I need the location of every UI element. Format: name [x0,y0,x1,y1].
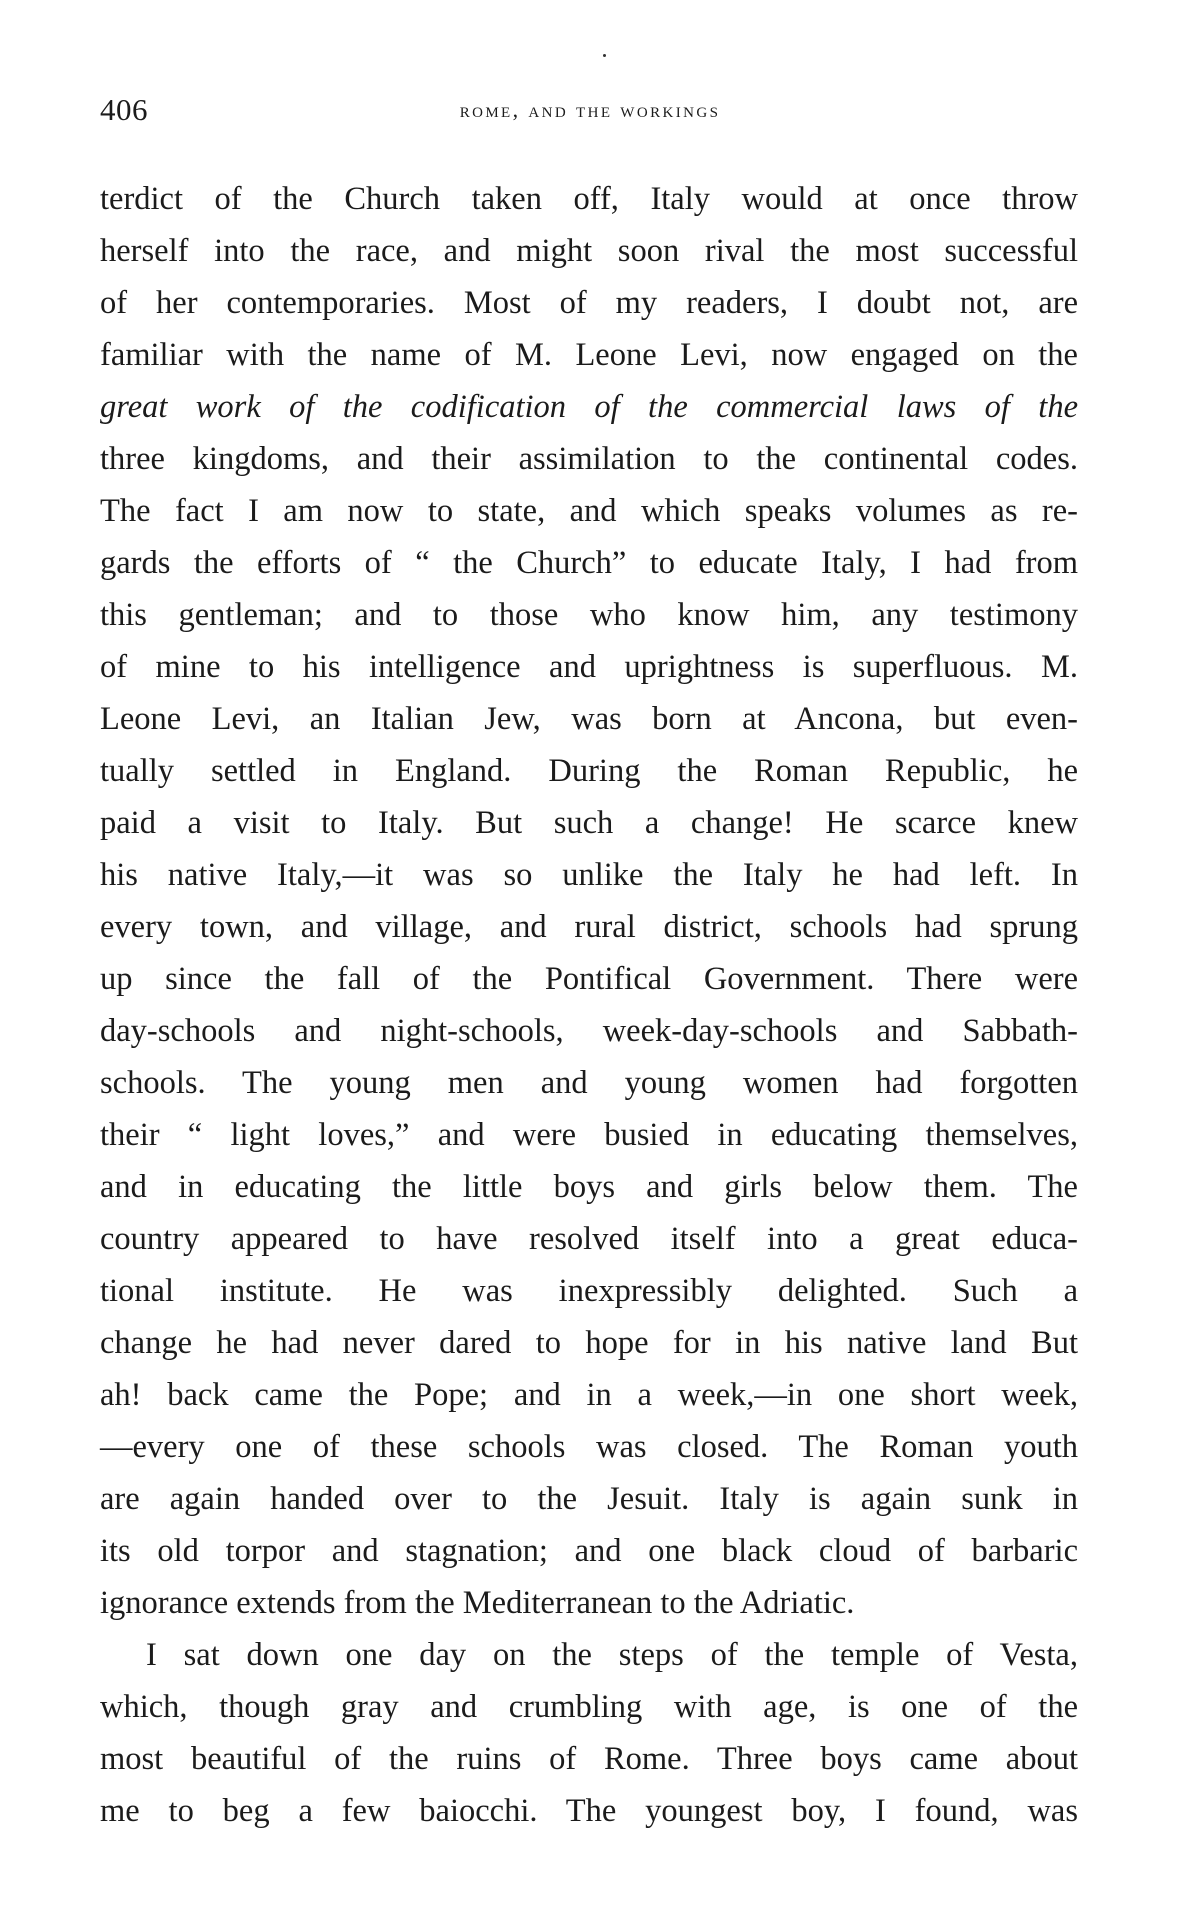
text-line: gards the efforts of “ the Church” to educate Italy, I had from [100,545,1078,581]
text-line: which, though gray and crumbling with age, is one of the [100,1689,1078,1725]
text-line: The fact I am now to state, and which speaks volumes as re- [100,493,1078,529]
text-line: ah! back came the Pope; and in a week,—in one short week, [100,1377,1078,1413]
ink-speck [603,54,606,57]
text-line-italic: great work of the codification of the commercial laws of the [100,389,1078,425]
text-line: ignorance extends from the Mediterranean to the Adriatic. [100,1585,855,1621]
text-line: terdict of the Church taken off, Italy would at once throw [100,181,1078,217]
text-line: Leone Levi, an Italian Jew, was born at Ancona, but even- [100,701,1078,737]
page-number: 406 [100,92,148,127]
text-line: up since the fall of the Pontifical Government. There were [100,961,1078,997]
text-line: this gentleman; and to those who know him, any testimony [100,597,1078,633]
paragraph [100,1629,1078,1837]
text-line: country appeared to have resolved itself into a great educa- [100,1221,1078,1257]
body-text [100,173,1078,1837]
text-line: I sat down one day on the steps of the temple of Vesta, [146,1637,1078,1673]
text-line: its old torpor and stagnation; and one black cloud of barbaric [100,1533,1078,1569]
text-line: —every one of these schools was closed. The Roman youth [100,1429,1078,1465]
text-line: and in educating the little boys and girls below them. The [100,1169,1078,1205]
text-line: day-schools and night-schools, week-day-schools and Sabbath- [100,1013,1078,1049]
text-line: are again handed over to the Jesuit. Italy is again sunk in [100,1481,1078,1517]
text-line: herself into the race, and might soon rival the most successful [100,233,1078,269]
text-line: tional institute. He was inexpressibly delighted. Such a [100,1273,1078,1309]
text-line: three kingdoms, and their assimilation to the continental codes. [100,441,1078,477]
text-line: most beautiful of the ruins of Rome. Three boys came about [100,1741,1078,1777]
paragraph [100,173,1078,1629]
running-title: rome, and the workings [459,97,721,122]
text-line: schools. The young men and young women had forgotten [100,1065,1078,1101]
text-line: his native Italy,—it was so unlike the Italy he had left. In [100,857,1078,893]
text-line: of her contemporaries. Most of my readers, I doubt not, are [100,285,1078,321]
text-line: change he had never dared to hope for in his native land But [100,1325,1078,1361]
text-line: me to beg a few baiocchi. The youngest boy, I found, was [100,1793,1078,1829]
text-line: of mine to his intelligence and uprightness is superfluous. M. [100,649,1078,685]
text-line: tually settled in England. During the Roman Republic, he [100,753,1078,789]
text-line: familiar with the name of M. Leone Levi, now engaged on the [100,337,1078,373]
text-line: their “ light loves,” and were busied in educating themselves, [100,1117,1078,1153]
running-head [100,92,1080,132]
text-line: every town, and village, and rural district, schools had sprung [100,909,1078,945]
text-line: paid a visit to Italy. But such a change! He scarce knew [100,805,1078,841]
